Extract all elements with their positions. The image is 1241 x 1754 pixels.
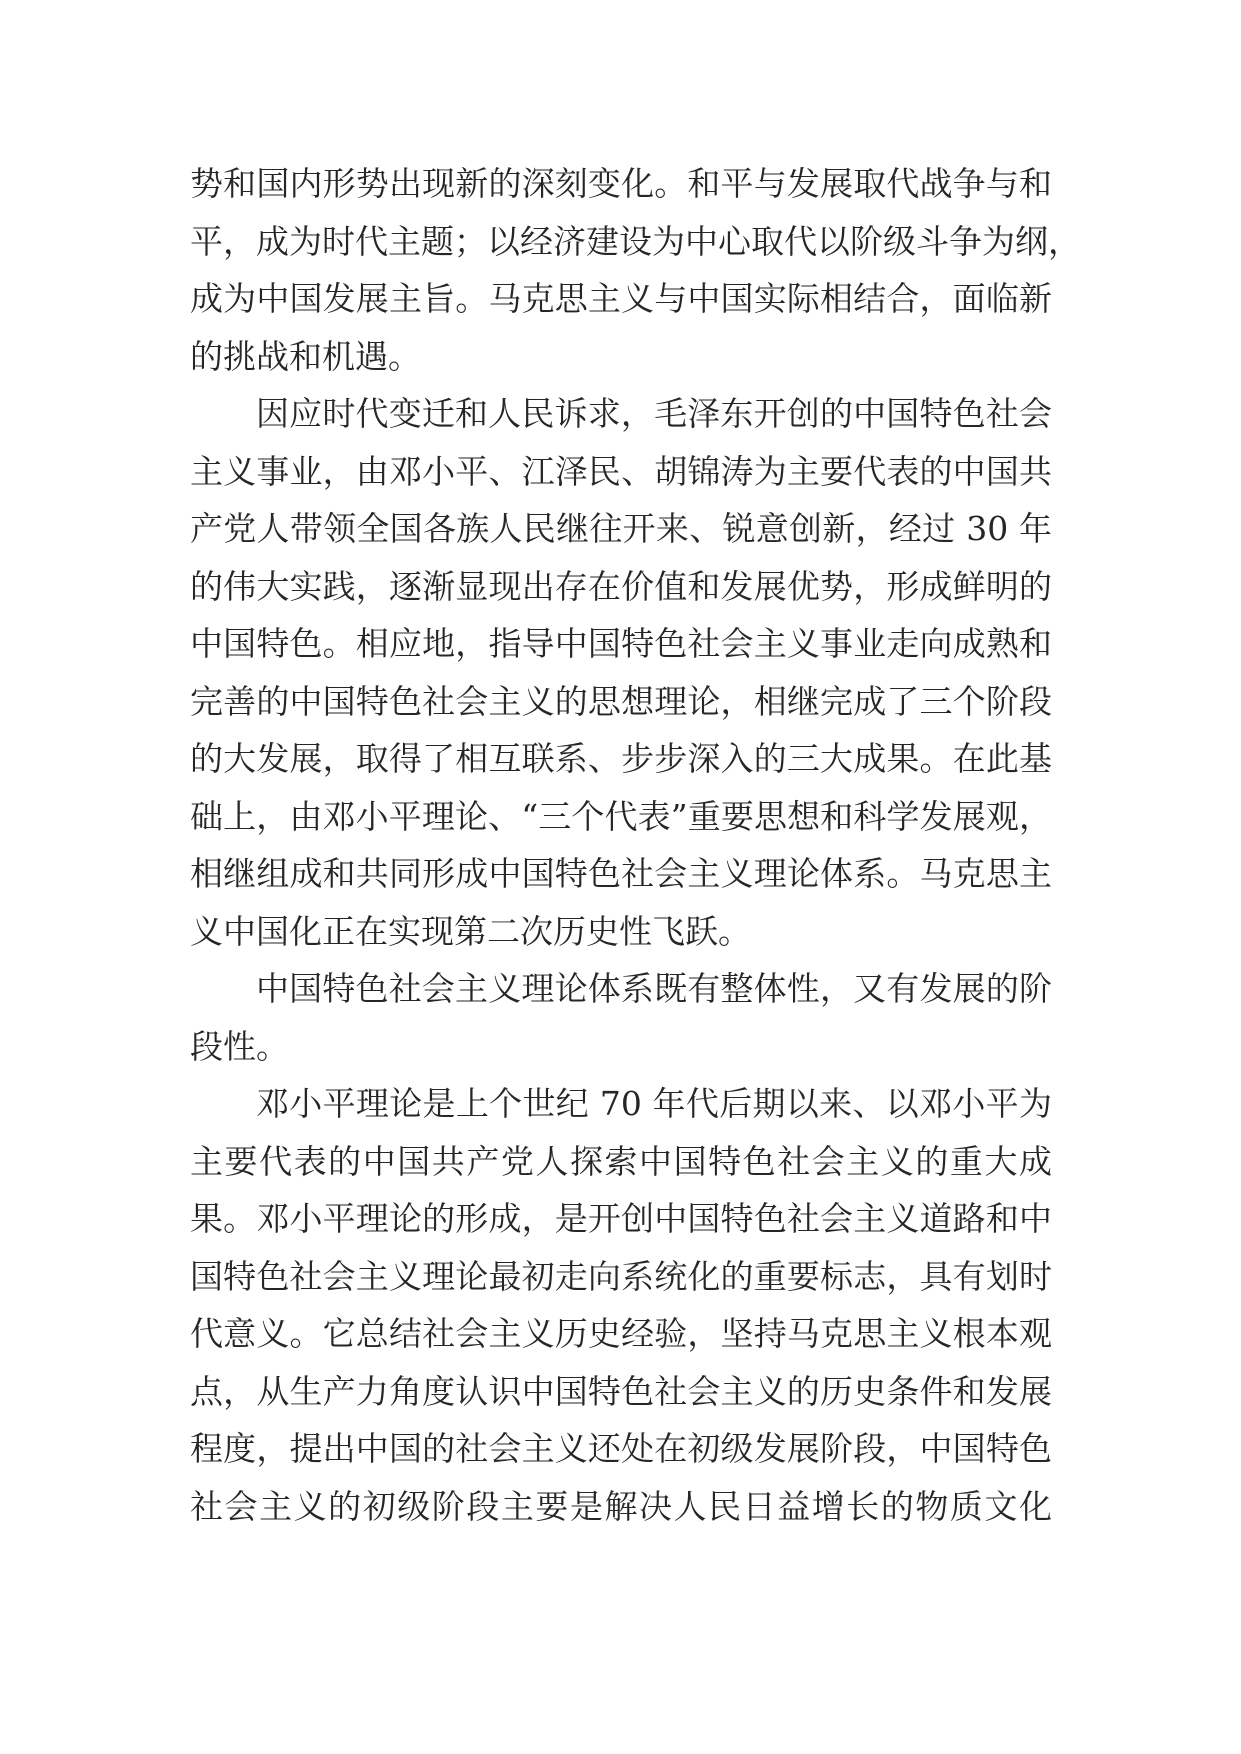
text-line: 势和国内形势出现新的深刻变化。和平与发展取代战争与和 (190, 164, 1052, 203)
text-line: 产党人带领全国各族人民继往开来、锐意创新，经过 30 年 (190, 509, 1052, 548)
text-line: 的大发展，取得了相互联系、步步深入的三大成果。在此基 (190, 739, 1052, 778)
text-line: 程度，提出中国的社会主义还处在初级发展阶段，中国特色 (190, 1429, 1052, 1468)
text-line: 义中国化正在实现第二次历史性飞跃。 (190, 911, 751, 951)
text-line: 础上，由邓小平理论、“三个代表”重要思想和科学发展观， (190, 796, 1052, 836)
body-text (190, 155, 1081, 1535)
text-line: 成为中国发展主旨。马克思主义与中国实际相结合，面临新 (190, 279, 1052, 318)
text-line: 社会主义的初级阶段主要是解决人民日益增长的物质文化 (190, 1486, 1052, 1526)
text-line: 的挑战和机遇。 (190, 336, 421, 376)
text-line: 的伟大实践，逐渐显现出存在价值和发展优势，形成鲜明的 (190, 566, 1052, 606)
text-line: 代意义。它总结社会主义历史经验，坚持马克思主义根本观 (190, 1314, 1052, 1353)
text-line: 果。邓小平理论的形成，是开创中国特色社会主义道路和中 (190, 1199, 1052, 1238)
text-line: 国特色社会主义理论最初走向系统化的重要标志，具有划时 (190, 1256, 1052, 1296)
text-line: 平，成为时代主题；以经济建设为中心取代以阶级斗争为纲， (190, 221, 1081, 261)
text-line: 邓小平理论是上个世纪 70 年代后期以来、以邓小平为 (256, 1084, 1052, 1123)
text-line: 中国特色社会主义理论体系既有整体性，又有发展的阶 (256, 969, 1052, 1008)
text-line: 相继组成和共同形成中国特色社会主义理论体系。马克思主 (190, 854, 1052, 893)
text-line: 中国特色。相应地，指导中国特色社会主义事业走向成熟和 (190, 624, 1052, 663)
text-line: 主要代表的中国共产党人探索中国特色社会主义的重大成 (190, 1141, 1052, 1181)
text-line: 段性。 (190, 1026, 289, 1066)
text-line: 因应时代变迁和人民诉求，毛泽东开创的中国特色社会 (256, 394, 1052, 433)
text-line: 完善的中国特色社会主义的思想理论，相继完成了三个阶段 (190, 681, 1052, 721)
text-line: 点，从生产力角度认识中国特色社会主义的历史条件和发展 (190, 1371, 1052, 1411)
text-line: 主义事业，由邓小平、江泽民、胡锦涛为主要代表的中国共 (190, 451, 1052, 491)
